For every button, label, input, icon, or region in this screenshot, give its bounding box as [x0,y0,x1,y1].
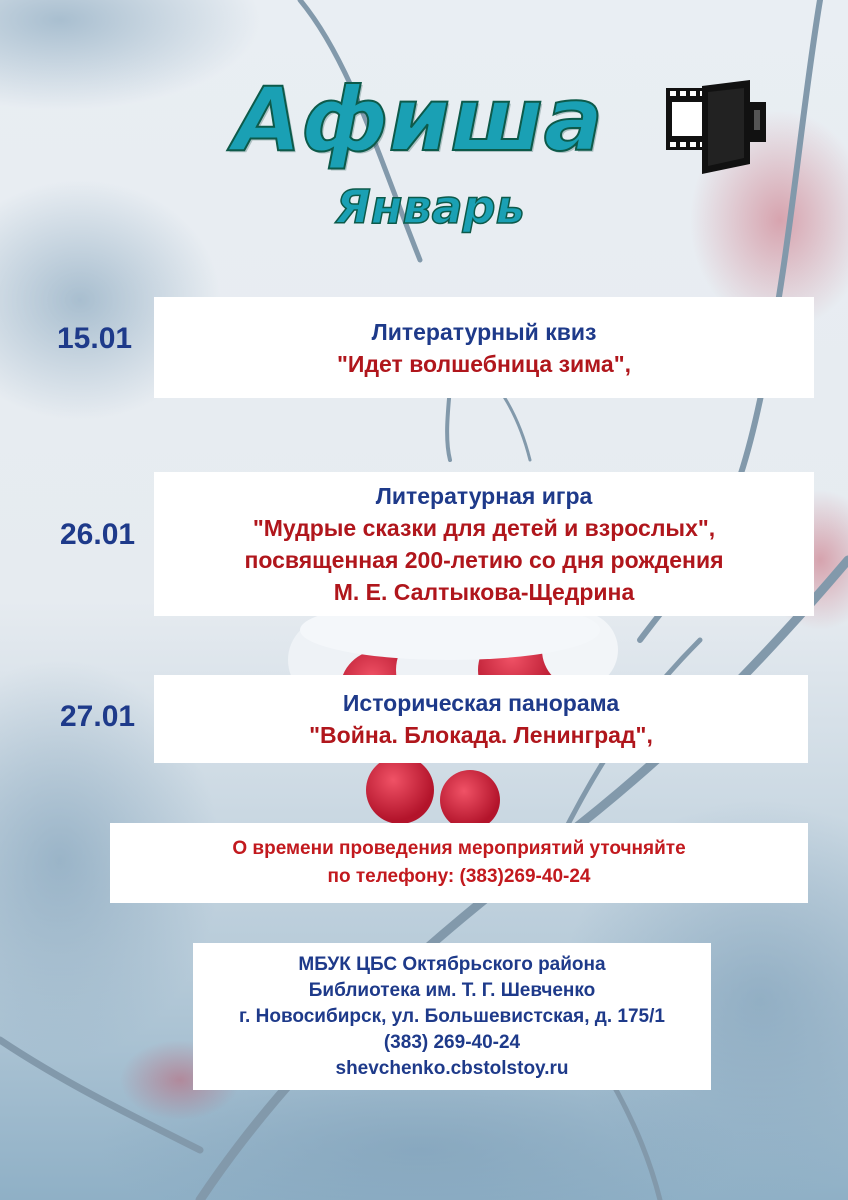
library-website: shevchenko.cbstolstoy.ru [335,1057,569,1079]
film-door-icon [664,80,770,176]
event-person: М. Е. Салтыкова-Щедрина [333,579,635,605]
org-name: МБУК ЦБС Октябрьского района [298,953,606,975]
event-title: "Война. Блокада. Ленинград", [309,722,653,748]
note-line: О времени проведения мероприятий уточняйте [232,838,686,859]
event-dedication: посвященная 200-летию со дня рождения [244,547,724,573]
event-title: "Идет волшебница зима", [337,350,631,377]
info-note [110,823,808,903]
organization-card [193,943,711,1090]
event-title: "Мудрые сказки для детей и взрослых", [252,515,716,541]
event-type: Литературная игра [375,483,593,509]
event-date: 15.01 [57,322,133,355]
poster-month: Январь [335,180,525,234]
poster-title: Афиша [233,68,603,171]
event-date: 27.01 [60,700,136,733]
note-phone-line: по телефону: (383)269-40-24 [327,866,591,887]
event-type: Историческая панорама [342,690,620,716]
library-name: Библиотека им. Т. Г. Шевченко [308,979,596,1001]
event-card [154,297,814,398]
event-type: Литературный квиз [371,318,597,345]
library-address: г. Новосибирск, ул. Большевистская, д. 175/1 [239,1005,665,1027]
event-card [154,472,814,616]
event-card [154,675,808,763]
event-date: 26.01 [60,518,136,551]
library-phone: (383) 269-40-24 [383,1031,521,1053]
